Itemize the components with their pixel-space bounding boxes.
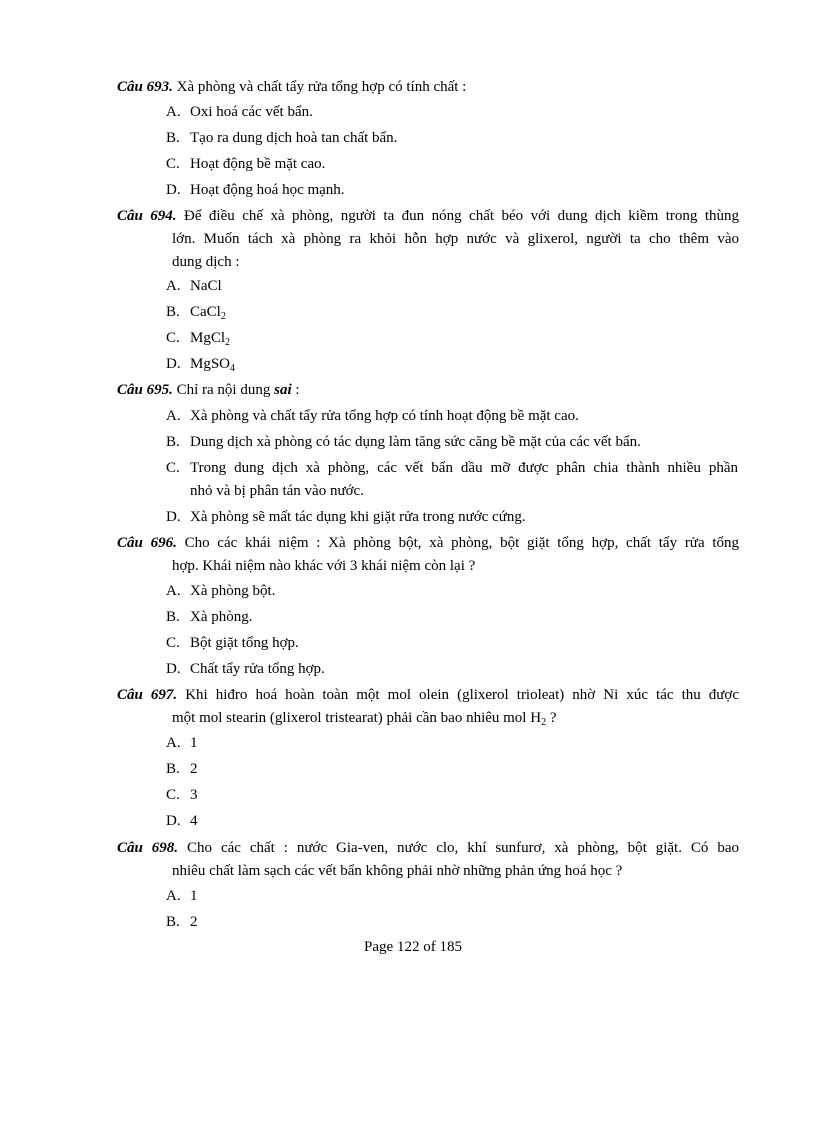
question-693 bbox=[117, 76, 739, 99]
option-letter: B. bbox=[166, 130, 180, 146]
option-text: Trong dung dịch xà phòng, các vết bẩn dầu mỡ được phân chia thành nhiều phần bbox=[190, 460, 738, 476]
option-letter: D. bbox=[166, 661, 181, 677]
question-text-pre: Chỉ ra nội dung bbox=[176, 382, 271, 398]
subscript: 2 bbox=[225, 337, 231, 348]
option-text: Dung dịch xà phòng có tác dụng làm tăng sức căng bề mặt của các vết bẩn. bbox=[190, 434, 641, 450]
subscript: 2 bbox=[541, 717, 547, 728]
option-b bbox=[166, 127, 738, 150]
option-letter: D. bbox=[166, 509, 181, 525]
question-number: Câu 695. bbox=[117, 382, 173, 398]
option-letter: C. bbox=[166, 460, 180, 476]
option-a bbox=[166, 732, 738, 755]
option-letter: A. bbox=[166, 888, 181, 904]
option-c bbox=[166, 327, 738, 350]
option-a bbox=[166, 580, 738, 603]
option-c bbox=[166, 153, 738, 176]
option-letter: A. bbox=[166, 583, 181, 599]
option-text: Xà phòng bột. bbox=[190, 583, 276, 599]
option-text: CaCl bbox=[190, 304, 221, 320]
subscript: 2 bbox=[220, 311, 226, 322]
question-text-line2-main: một mol stearin (glixerol tristearat) phải cần bao nhiêu mol H bbox=[172, 710, 542, 726]
question-number: Câu 698. bbox=[117, 840, 179, 856]
option-letter: D. bbox=[166, 182, 181, 198]
question-text-line1: Khi hiđro hoá hoàn toàn một mol olein (glixerol trioleat) nhờ Ni xúc tác thu được bbox=[185, 687, 740, 703]
question-number: Câu 694. bbox=[117, 208, 177, 224]
option-d bbox=[166, 179, 738, 202]
question-text-line2: lớn. Muốn tách xà phòng ra khỏi hỗn hợp nước và glixerol, người ta cho thêm vào bbox=[172, 231, 739, 247]
option-letter: C. bbox=[166, 330, 180, 346]
question-697 bbox=[117, 684, 739, 730]
option-text: 4 bbox=[190, 813, 198, 829]
option-a bbox=[166, 275, 738, 298]
option-text: Oxi hoá các vết bẩn. bbox=[190, 104, 313, 120]
page-footer: Page 122 of 185 bbox=[364, 939, 462, 955]
option-b bbox=[166, 758, 738, 781]
option-text: NaCl bbox=[190, 278, 222, 294]
option-text: MgSO bbox=[190, 356, 231, 372]
option-d bbox=[166, 810, 738, 833]
question-number: Câu 696. bbox=[117, 535, 177, 551]
option-b bbox=[166, 301, 738, 324]
option-text: Xà phòng sẽ mất tác dụng khi giặt rửa trong nước cứng. bbox=[190, 509, 526, 525]
option-b bbox=[166, 911, 738, 934]
option-letter: D. bbox=[166, 813, 181, 829]
question-text-line2: nhiêu chất làm sạch các vết bẩn không phải nhờ những phản ứng hoá học ? bbox=[172, 863, 623, 879]
option-a bbox=[166, 101, 738, 124]
option-letter: C. bbox=[166, 787, 180, 803]
option-letter: B. bbox=[166, 761, 180, 777]
question-text-emphasis: sai bbox=[274, 382, 292, 398]
option-text: Hoạt động hoá học mạnh. bbox=[190, 182, 345, 198]
option-letter: B. bbox=[166, 609, 180, 625]
question-number: Câu 693. bbox=[117, 79, 173, 95]
option-c bbox=[166, 457, 738, 503]
option-text: 2 bbox=[190, 761, 198, 777]
option-a bbox=[166, 885, 738, 908]
option-b bbox=[166, 431, 738, 454]
question-text-line2: hợp. Khái niệm nào khác với 3 khái niệm còn lại ? bbox=[172, 558, 476, 574]
option-c bbox=[166, 784, 738, 807]
question-695 bbox=[117, 379, 739, 402]
option-text: Xà phòng. bbox=[190, 609, 253, 625]
question-694 bbox=[117, 205, 739, 274]
option-d bbox=[166, 353, 738, 376]
question-text-line1: Để điều chế xà phòng, người ta đun nóng chất béo với dung dịch kiềm trong thùng bbox=[184, 208, 740, 224]
question-text: Xà phòng và chất tẩy rửa tổng hợp có tính chất : bbox=[176, 79, 467, 95]
question-text-line1: Cho các khái niệm : Xà phòng bột, xà phòng, bột giặt tổng hợp, chất tẩy rửa tổng bbox=[184, 535, 739, 551]
question-696 bbox=[117, 532, 739, 578]
option-letter: D. bbox=[166, 356, 181, 372]
question-text-post: : bbox=[295, 382, 300, 398]
option-letter: B. bbox=[166, 434, 180, 450]
question-698 bbox=[117, 837, 739, 883]
option-letter: A. bbox=[166, 408, 181, 424]
option-a bbox=[166, 405, 738, 428]
option-letter: C. bbox=[166, 635, 180, 651]
option-letter: B. bbox=[166, 914, 180, 930]
option-text: 3 bbox=[190, 787, 198, 803]
option-c bbox=[166, 632, 738, 655]
option-text: Hoạt động bề mặt cao. bbox=[190, 156, 326, 172]
question-text-line2-post: ? bbox=[546, 710, 557, 726]
option-letter: B. bbox=[166, 304, 180, 320]
option-text: Xà phòng và chất tẩy rửa tổng hợp có tính hoạt động bề mặt cao. bbox=[190, 408, 579, 424]
option-text: 1 bbox=[190, 735, 198, 751]
question-text-line3: dung dịch : bbox=[172, 254, 240, 270]
subscript: 4 bbox=[230, 363, 236, 374]
option-text: Chất tẩy rửa tổng hợp. bbox=[190, 661, 325, 677]
option-letter: A. bbox=[166, 735, 181, 751]
option-letter: A. bbox=[166, 278, 181, 294]
option-d bbox=[166, 506, 738, 529]
option-text: 1 bbox=[190, 888, 198, 904]
option-letter: C. bbox=[166, 156, 180, 172]
option-text: MgCl bbox=[190, 330, 226, 346]
option-text: Bột giặt tổng hợp. bbox=[190, 635, 299, 651]
question-text-line2 bbox=[117, 707, 739, 730]
option-letter: A. bbox=[166, 104, 181, 120]
option-d bbox=[166, 658, 738, 681]
option-b bbox=[166, 606, 738, 629]
option-text: 2 bbox=[190, 914, 198, 930]
option-text-continued: nhỏ và bị phân tán vào nước. bbox=[190, 483, 364, 499]
option-text: Tạo ra dung dịch hoà tan chất bẩn. bbox=[190, 130, 398, 146]
question-text-line1: Cho các chất : nước Gia-ven, nước clo, khí sunfurơ, xà phòng, bột giặt. Có bao bbox=[187, 840, 739, 856]
question-number: Câu 697. bbox=[117, 687, 178, 703]
